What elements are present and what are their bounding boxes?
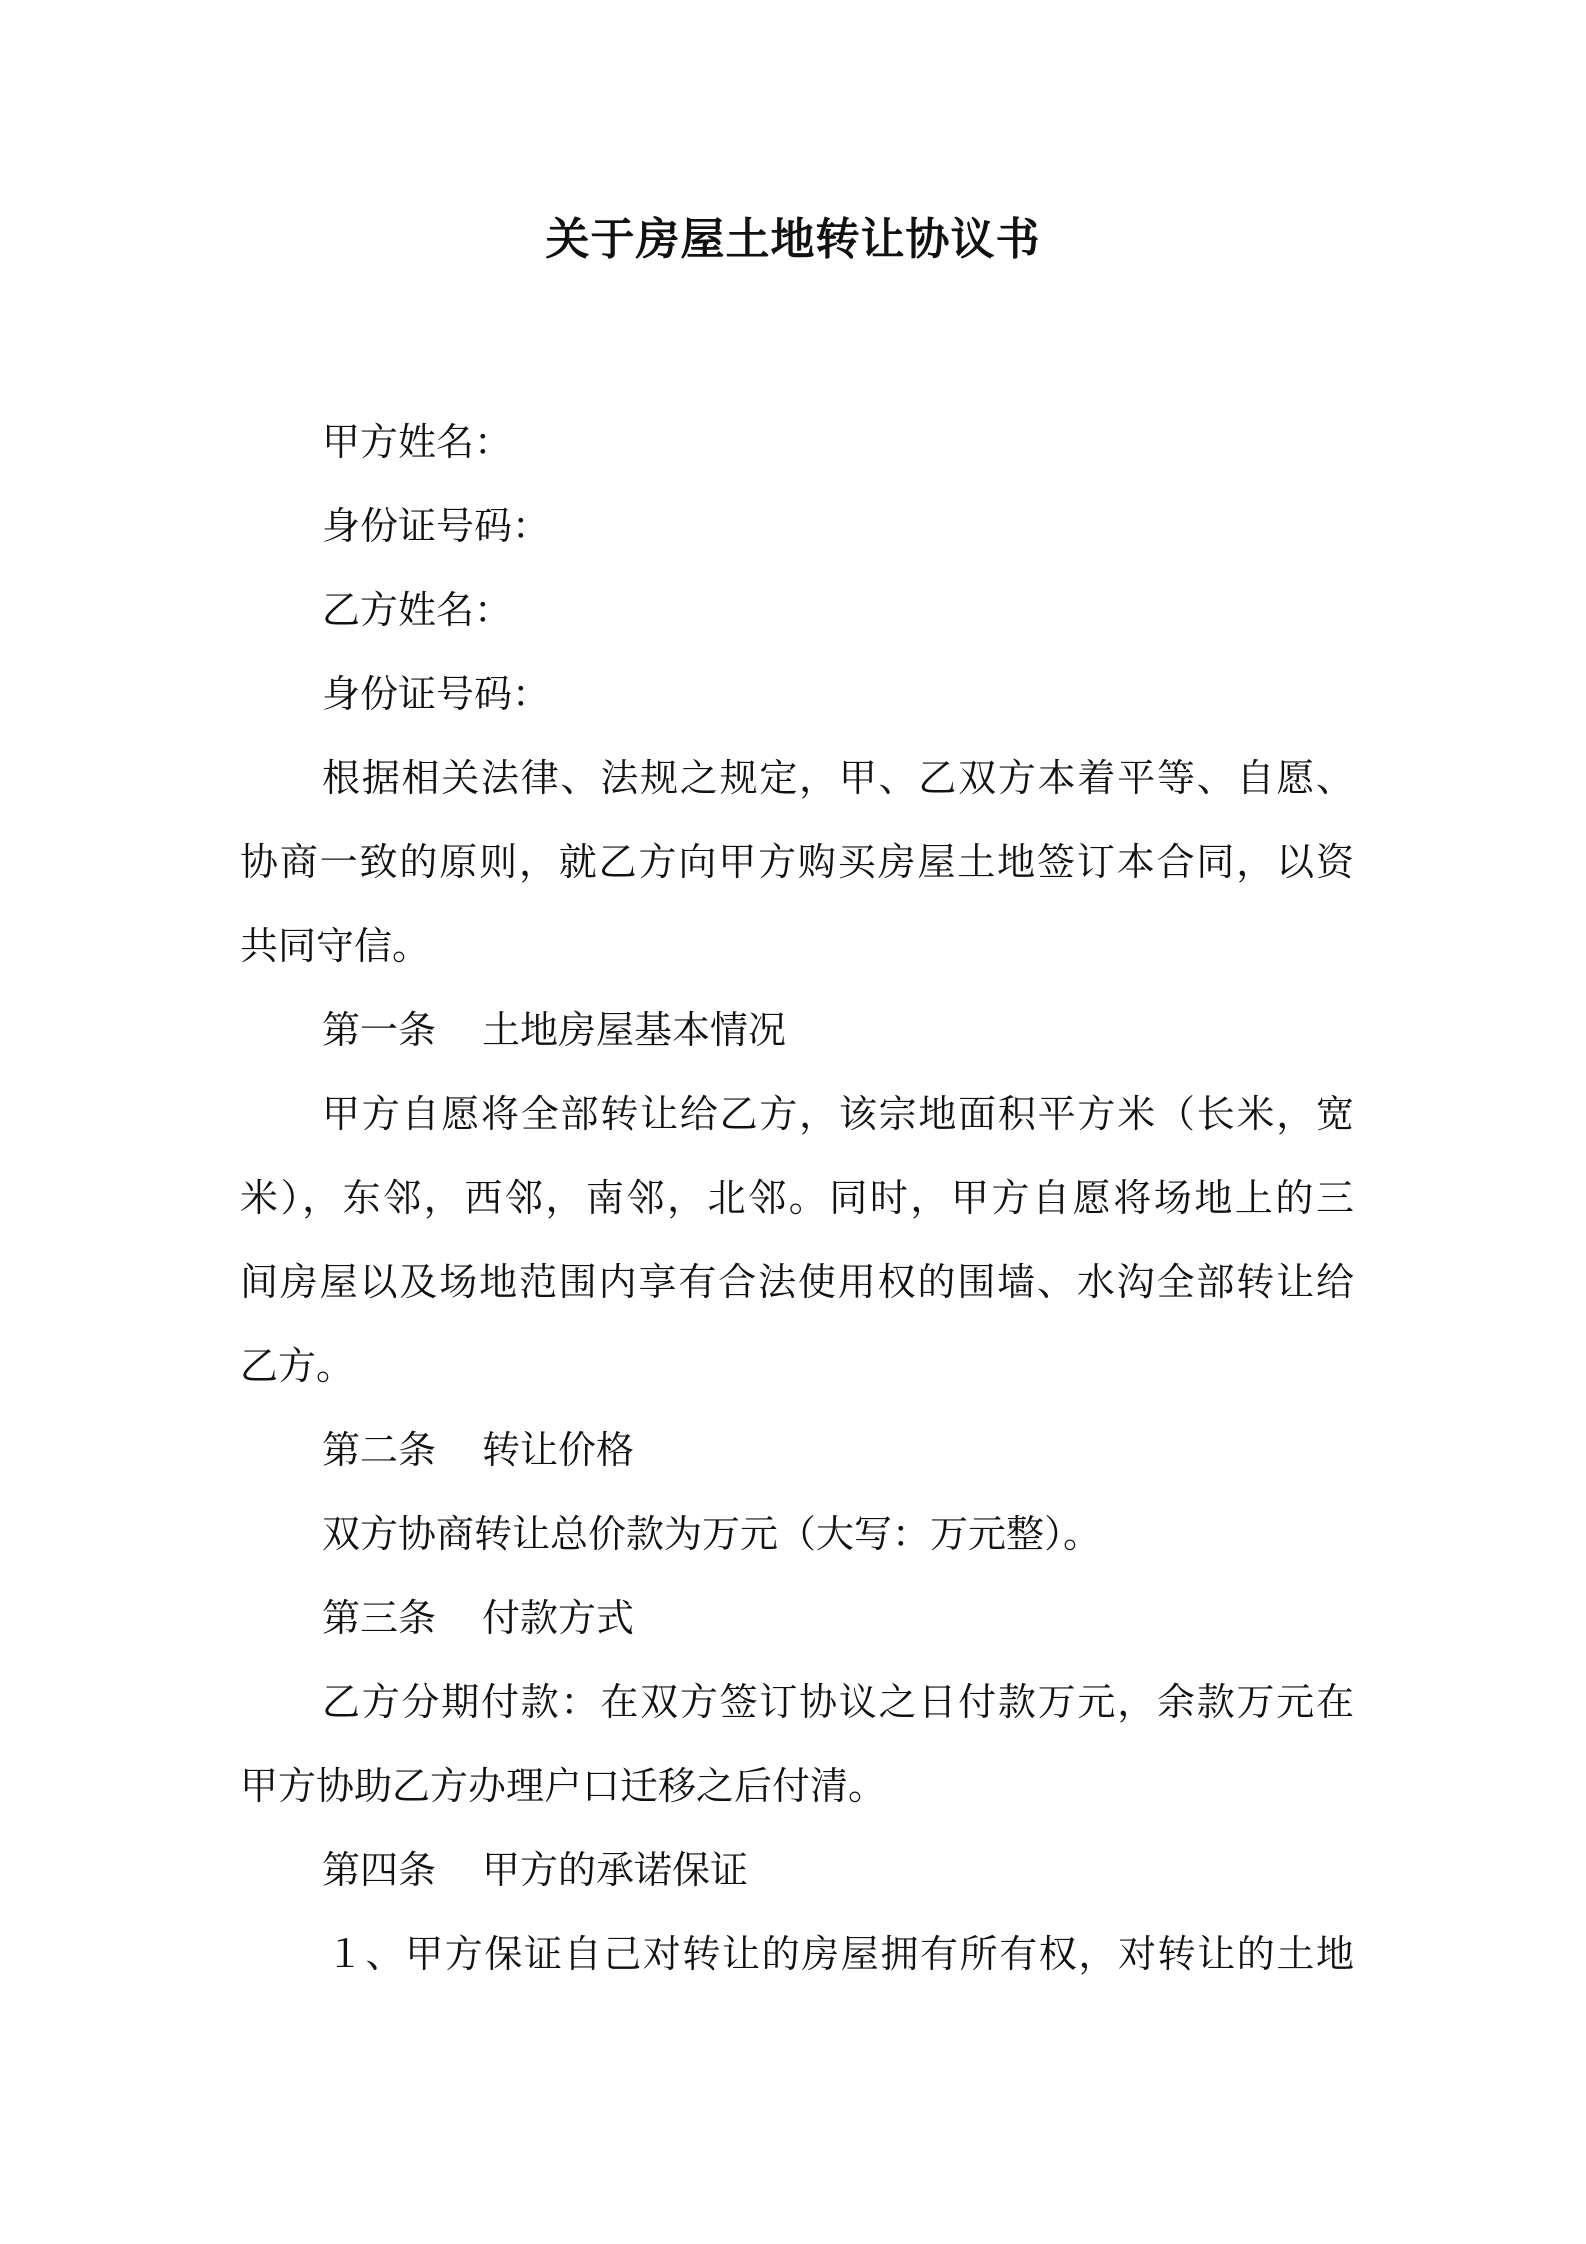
article-3-line-1: 乙方分期付款：在双方签订协议之日付款万元，余款万元在 xyxy=(322,1680,1354,1724)
article-3-heading xyxy=(240,1576,1354,1660)
party-a-name-label: 甲方姓名： xyxy=(322,420,513,464)
article-4-number: 第四条 xyxy=(322,1848,437,1892)
article-2-heading xyxy=(240,1408,1354,1492)
article-2-line-1: 双方协商转让总价款为万元（大写：万元整）。 xyxy=(322,1512,1102,1556)
party-b-id-label: 身份证号码： xyxy=(322,672,551,716)
preamble-line-1: 根据相关法律、法规之规定，甲、乙双方本着平等、自愿、 xyxy=(322,756,1354,800)
article-1-line-4: 乙方。 xyxy=(240,1344,355,1388)
preamble-line-2: 协商一致的原则，就乙方向甲方购买房屋土地签订本合同，以资 xyxy=(240,840,1354,884)
article-1-heading xyxy=(240,988,1354,1072)
document-title: 关于房屋土地转让协议书 xyxy=(545,214,1041,265)
article-3-title: 付款方式 xyxy=(482,1596,635,1640)
article-4-title: 甲方的承诺保证 xyxy=(482,1848,749,1892)
article-1-line-1: 甲方自愿将全部转让给乙方，该宗地面积平方米（长米，宽 xyxy=(322,1092,1354,1136)
article-1-title: 土地房屋基本情况 xyxy=(482,1008,787,1052)
party-a-id-label: 身份证号码： xyxy=(322,504,551,548)
article-1-number: 第一条 xyxy=(322,1008,437,1052)
preamble-line-3: 共同守信。 xyxy=(240,924,431,968)
article-2-title: 转让价格 xyxy=(482,1428,635,1472)
article-4-heading xyxy=(240,1828,1354,1912)
article-3-number: 第三条 xyxy=(322,1596,437,1640)
article-1-line-3: 间房屋以及场地范围内享有合法使用权的围墙、水沟全部转让给 xyxy=(240,1260,1354,1304)
article-1-line-2: 米），东邻，西邻，南邻，北邻。同时，甲方自愿将场地上的三 xyxy=(240,1176,1354,1220)
document-body xyxy=(240,400,1354,1996)
party-b-name-label: 乙方姓名： xyxy=(322,588,513,632)
article-4-item-1-line-1: １、甲方保证自己对转让的房屋拥有所有权，对转让的土地 xyxy=(326,1932,1354,1976)
article-3-line-2: 甲方协助乙方办理户口迁移之后付清。 xyxy=(240,1764,887,1808)
article-2-number: 第二条 xyxy=(322,1428,437,1472)
